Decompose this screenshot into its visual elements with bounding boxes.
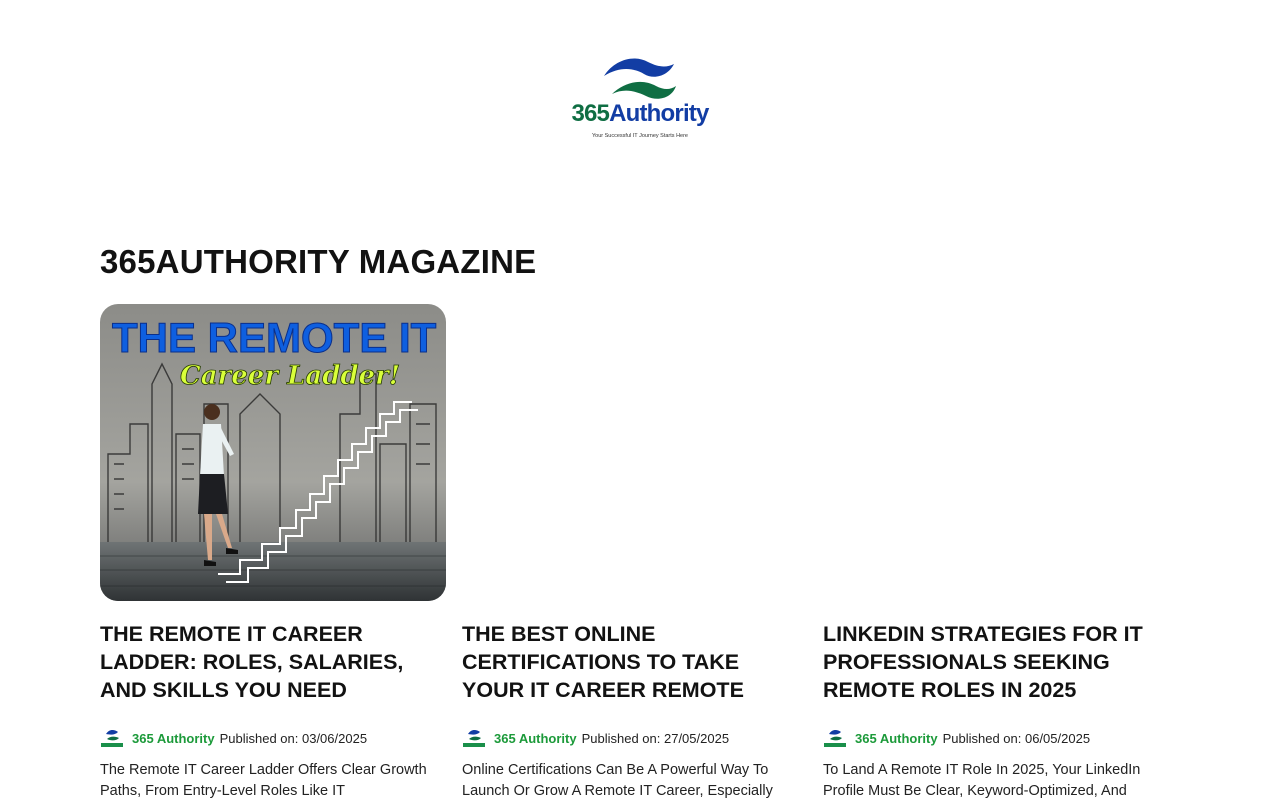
author-link[interactable]: 365 Authority — [855, 730, 938, 746]
author-link[interactable]: 365 Authority — [494, 730, 577, 746]
logo-tagline: Your Successful IT Journey Starts Here — [592, 133, 688, 139]
post-title-link[interactable]: THE BEST ONLINE CERTIFICATIONS TO TAKE YOUR IT CAREER REMOTE — [462, 622, 744, 702]
post-meta — [100, 726, 367, 750]
post-title-link[interactable]: THE REMOTE IT CAREER LADDER: ROLES, SALARIES, AND SKILLS YOU NEED — [100, 622, 404, 702]
published-date: Published on: 03/06/2025 — [219, 730, 368, 746]
logo-word: Authority — [609, 100, 709, 127]
logo-number: 365 — [571, 100, 610, 127]
site-logo[interactable] — [562, 54, 718, 144]
section-title: 365AUTHORITY MAGAZINE — [100, 243, 537, 280]
image-heading-text: THE REMOTE IT — [112, 314, 437, 361]
post-thumbnail[interactable] — [100, 304, 446, 601]
post-excerpt: The Remote IT Career Ladder Offers Clear Growth Paths, From Entry-Level Roles Like IT — [100, 762, 427, 799]
logo-wave-icon — [600, 54, 680, 104]
career-ladder-image — [100, 304, 446, 601]
published-date: Published on: 27/05/2025 — [581, 730, 730, 746]
post-thumbnail[interactable] — [462, 304, 808, 601]
image-subheading-text: Career Ladder! — [180, 361, 401, 391]
post-card — [462, 304, 802, 800]
post-meta — [462, 726, 729, 750]
logo-wordmark — [562, 100, 718, 128]
post-title-link[interactable]: LINKEDIN STRATEGIES FOR IT PROFESSIONALS SEEKING REMOTE ROLES IN 2025 — [823, 622, 1143, 702]
author-avatar-icon — [823, 726, 847, 750]
post-thumbnail[interactable] — [823, 304, 1169, 601]
post-excerpt: Online Certifications Can Be A Powerful Way To Launch Or Grow A Remote IT Career, Especially — [462, 762, 773, 799]
post-card — [823, 304, 1163, 800]
post-meta — [823, 726, 1090, 750]
author-avatar-icon — [462, 726, 486, 750]
author-avatar-icon — [100, 726, 124, 750]
post-excerpt: To Land A Remote IT Role In 2025, Your LinkedIn Profile Must Be Clear, Keyword-Optimized, And — [823, 762, 1141, 799]
post-card — [100, 304, 446, 800]
author-link[interactable]: 365 Authority — [132, 730, 215, 746]
published-date: Published on: 06/05/2025 — [942, 730, 1091, 746]
